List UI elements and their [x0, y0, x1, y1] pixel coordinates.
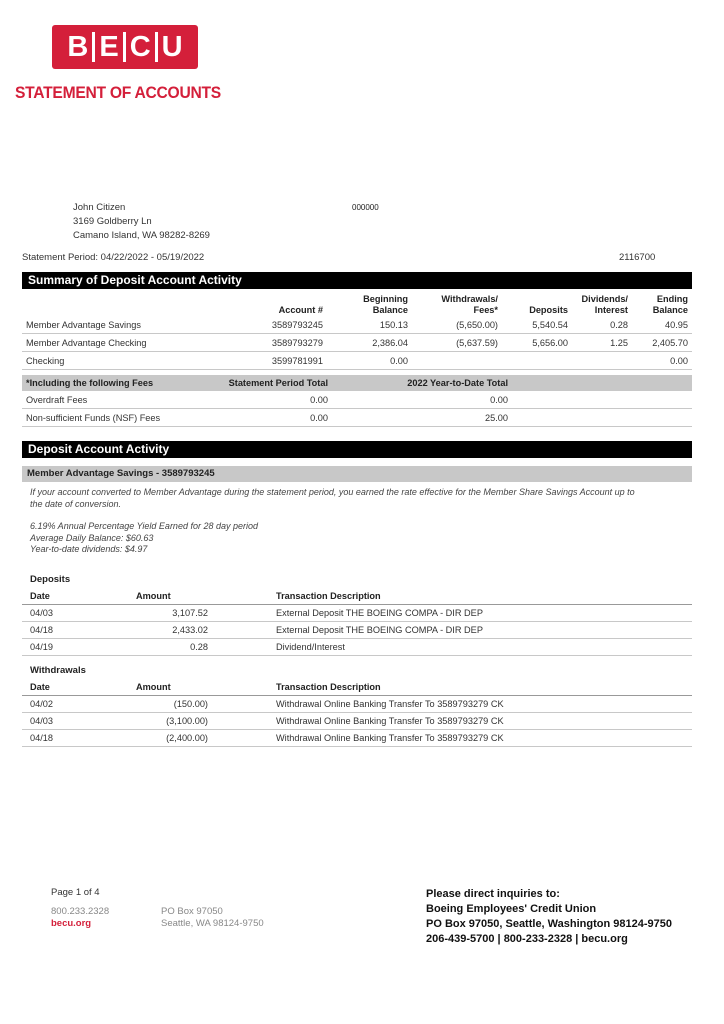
recipient-address: [73, 201, 210, 243]
table-row: 04/02 (150.00) Withdrawal Online Banking Transfer To 3589793279 CK: [22, 696, 692, 713]
recipient-city: Camano Island, WA 98282-8269: [73, 230, 210, 241]
fees-table: [22, 375, 692, 427]
statement-period: Statement Period: 04/22/2022 - 05/19/2022: [22, 252, 205, 263]
conversion-note: If your account converted to Member Advantage during the statement period, you earned the rate effective for the Member Share Savings Account up to the date of conversion.: [30, 487, 635, 509]
footer-site-link[interactable]: becu.org: [51, 918, 92, 929]
col-dividends: Dividends/ Interest: [581, 294, 628, 315]
inquiries-block: [426, 887, 672, 947]
col-ending: Ending Balance: [652, 294, 688, 315]
summary-table: [22, 291, 692, 370]
yield-info: [30, 521, 258, 556]
deposits-title: Deposits: [30, 574, 71, 585]
activity-header-bar: Deposit Account Activity: [22, 441, 692, 458]
footer-contact: [51, 906, 109, 930]
summary-header-bar: Summary of Deposit Account Activity: [22, 272, 692, 289]
table-row: 04/03 (3,100.00) Withdrawal Online Banking Transfer To 3589793279 CK: [22, 713, 692, 730]
col-account: Account #: [278, 305, 323, 315]
table-row: Member Advantage Checking 3589793279 2,386.04 (5,637.59) 5,656.00 1.25 2,405.70: [22, 334, 692, 352]
fees-label-header: *Including the following Fees: [26, 378, 154, 388]
table-row: Checking 3599781991 0.00 0.00: [22, 352, 692, 370]
fees-period-header: Statement Period Total: [228, 378, 328, 388]
apy-text: 6.19% Annual Percentage Yield Earned for 28 day period: [30, 521, 258, 531]
becu-logo: [52, 25, 198, 69]
table-row: Overdraft Fees 0.00 0.00: [22, 391, 692, 409]
fees-ytd-header: 2022 Year-to-Date Total: [407, 378, 508, 388]
logo-letter-e: E: [99, 30, 119, 63]
footer-mailing-address: PO Box 97050 Seattle, WA 98124-9750: [161, 906, 264, 929]
reference-number: 000000: [352, 203, 379, 212]
withdrawals-table: Date Amount Transaction Description 04/02 (150.00) Withdrawal Online Banking Transfer To 3589793279 CK 04/03 (3,100.00) Withdrawal Online Banking Transfer To 3589793279 CK 04/18 (2,400.00) Withdrawal Online Banking Transfer To 3589793279 CK: [22, 679, 692, 747]
col-deposits: Deposits: [529, 305, 568, 315]
logo-letter-b: B: [67, 30, 89, 63]
table-row: 04/18 2,433.02 External Deposit THE BOEING COMPA - DIR DEP: [22, 622, 692, 639]
inquiry-address: PO Box 97050, Seattle, Washington 98124-9750: [426, 918, 672, 930]
inquiry-title: Please direct inquiries to:: [426, 888, 560, 900]
ytd-dividends-text: Year-to-date dividends: $4.97: [30, 544, 148, 554]
table-row: 04/18 (2,400.00) Withdrawal Online Banking Transfer To 3589793279 CK: [22, 730, 692, 747]
avg-balance-text: Average Daily Balance: $60.63: [30, 532, 154, 543]
withdrawals-title: Withdrawals: [30, 665, 86, 676]
logo-letter-u: U: [161, 30, 183, 63]
table-row: Non-sufficient Funds (NSF) Fees 0.00 25.00: [22, 409, 692, 427]
inquiry-org: Boeing Employees' Credit Union: [426, 903, 597, 915]
deposits-table: Date Amount Transaction Description 04/03 3,107.52 External Deposit THE BOEING COMPA - DIR DEP 04/18 2,433.02 External Deposit THE BOEING COMPA - DIR DEP 04/19 0.28 Dividend/Interest: [22, 588, 692, 656]
table-row: 04/19 0.28 Dividend/Interest: [22, 639, 692, 656]
account-subheader: Member Advantage Savings - 3589793245: [22, 466, 692, 482]
col-beginning: Beginning Balance: [363, 294, 408, 315]
col-withdrawals: Withdrawals/ Fees*: [441, 294, 498, 315]
page-title: STATEMENT OF ACCOUNTS: [15, 83, 221, 102]
member-id: 2116700: [619, 252, 656, 263]
recipient-name: John Citizen: [73, 202, 126, 213]
footer-phone: 800.233.2328: [51, 906, 110, 917]
logo-letter-c: C: [129, 30, 151, 63]
table-row: 04/03 3,107.52 External Deposit THE BOEING COMPA - DIR DEP: [22, 605, 692, 622]
inquiry-contact: 206-439-5700 | 800-233-2328 | becu.org: [426, 933, 628, 945]
table-row: Member Advantage Savings 3589793245 150.13 (5,650.00) 5,540.54 0.28 40.95: [22, 316, 692, 334]
recipient-street: 3169 Goldberry Ln: [73, 216, 152, 227]
page-number: Page 1 of 4: [51, 887, 100, 898]
